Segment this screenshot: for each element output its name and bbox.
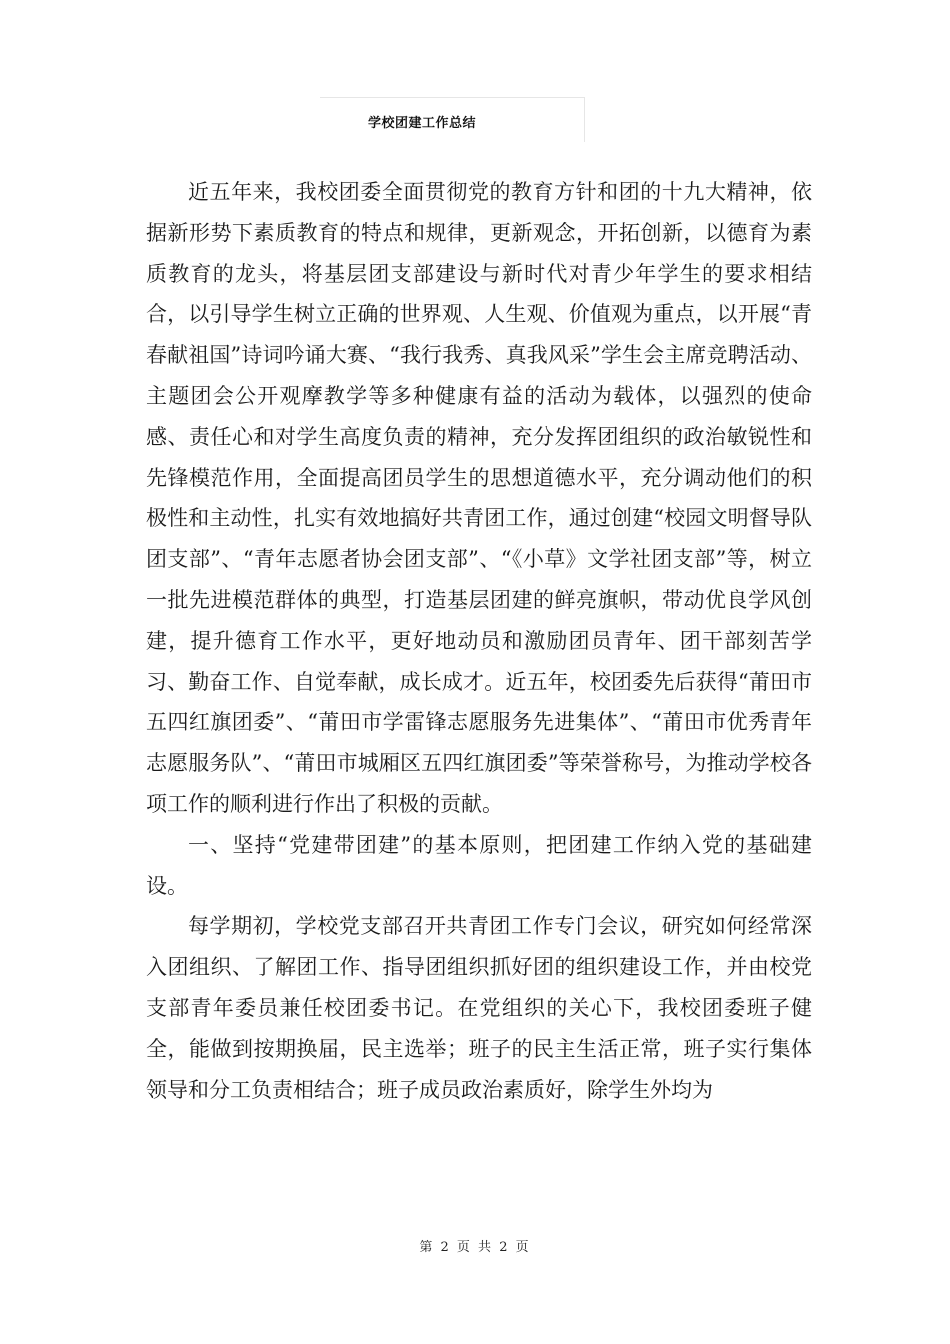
- paragraph-section-heading: 一、坚持“党建带团建”的基本原则，把团建工作纳入党的基础建设。: [146, 832, 812, 898]
- paragraph-party-support: 每学期初，学校党支部召开共青团工作专门会议，研究如何经常深入团组织、了解团工作、指导团组织抓好团的组织建设工作，并由校党支部青年委员兼任校团委书记。在党组织的关心下，我校团委班子健全，能做到按期换届，民主选举；班子的民主生活正常，班子实行集体领导和分工负责相结合；班子成员政治素质好，除学生外均为: [146, 914, 812, 1102]
- document-title: 学校团建工作总结: [368, 116, 477, 131]
- paragraph-intro: 近五年来，我校团委全面贯彻党的教育方针和团的十九大精神，依据新形势下素质教育的特点和规律，更新观念，开拓创新，以德育为素质教育的龙头，将基层团支部建设与新时代对青少年学生的要求相结合，以引导学生树立正确的世界观、人生观、价值观为重点，以开展“青春献祖国”诗词吟诵大赛、“我行我秀、真我风采”学生会主席竞聘活动、主题团会公开观摩教学等多种健康有益的活动为载体，以强烈的使命感、责任心和对学生高度负责的精神，充分发挥团组织的政治敏锐性和先锋模范作用，全面提高团员学生的思想道德水平，充分调动他们的积极性和主动性，扎实有效地搞好共青团工作，通过创建“校园文明督导队团支部”、“青年志愿者协会团支部”、“《小草》文学社团支部”等，树立一批先进模范群体的典型，打造基层团建的鲜亮旗帜，带动优良学风创建，提升德育工作水平，更好地动员和激励团员青年、团干部刻苦学习、勤奋工作、自觉奉献，成长成才。近五年，校团委先后获得“莆田市五四红旗团委”、“莆田市学雷锋志愿服务先进集体”、“莆田市优秀青年志愿服务队”、“莆田市城厢区五四红旗团委”等荣誉称号，为推动学校各项工作的顺利进行作出了积极的贡献。: [146, 180, 812, 816]
- page-number: 第 2 页 共 2 页: [419, 1240, 531, 1255]
- document-body: [146, 172, 812, 1110]
